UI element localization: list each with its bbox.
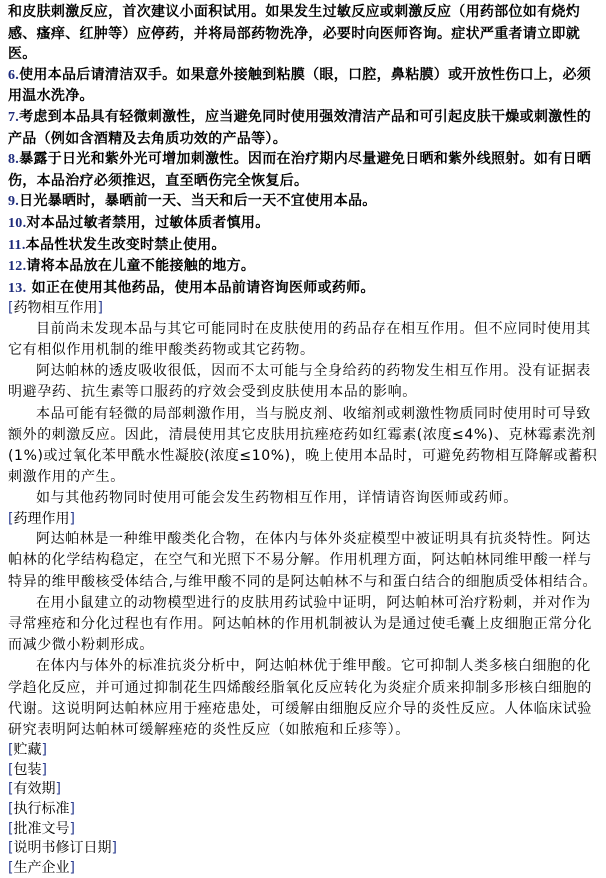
item-text: 日光暴晒时，暴晒前一天、当天和后一天不宜使用本品。 — [19, 193, 377, 210]
paragraph: 在体内与体外的标准抗炎分析中，阿达帕林优于维甲酸。它可抑制人类多核白细胞的化学趋化反应，并可通过抑制花生四烯酸经脂氧化反应转化为炎症介质来抑制多形核白细胞的代谢。这说明阿达帕林应用于痤疮患处，可缓解由细胞反应介导的炎性反应。人体临床试验研究表明阿达帕林可缓解痤疮的炎性反应（如脓疱和丘疹等）。 — [8, 658, 592, 738]
section-heading-standard: [执行标准] — [8, 800, 75, 817]
section-heading: [药物相互作用] — [8, 300, 103, 317]
precaution-item — [8, 65, 598, 107]
section-heading: [药理作用] — [8, 510, 75, 527]
paragraph: 本品可能有轻微的局部刺激作用，当与脱皮剂、收缩剂或刺激性物质同时使用时可导致额外的刺激反应。因此，清晨使用其它皮肤用抗痤疮药如红霉素(浓度≤4%)、克林霉素洗剂(1%)或过氧化苯甲酰水性凝胶(浓度≤10%)，晚上使用本品时，可避免药物相互降解或蓄积刺激作用的产生。 — [8, 405, 598, 486]
precaution-item — [8, 2, 598, 65]
section-heading-packaging: [包装] — [8, 761, 47, 778]
item-number: 11. — [8, 237, 26, 253]
item-text: 考虑到本品具有轻微刺激性，应当避免同时使用强效清洁产品和可引起皮肤干燥或刺激性的产品（例如含酒精及去角质功效的产品等）。 — [8, 108, 592, 147]
section-title: 贮藏 — [13, 742, 42, 759]
paragraph: 如与其他药物同时使用可能会发生药物相互作用，详情请咨询医师或药师。 — [36, 490, 518, 507]
item-text: 暴露于日光和紫外光可增加刺激性。因而在治疗期内尽量避免日晒和紫外线照射。如有日晒伤，本品治疗必须推迟，直至晒伤完全恢复后。 — [8, 151, 592, 189]
pharmacology-section — [8, 510, 598, 742]
item-number: 6. — [8, 67, 20, 83]
item-number: 9. — [8, 194, 20, 210]
precaution-item — [8, 107, 598, 149]
item-text: 使用本品后请清洁双手。如果意外接触到粘膜（眼，口腔，鼻粘膜）或开放性伤口上，必须用温水洗净。 — [8, 66, 592, 105]
section-heading-manufacturer: [生产企业] — [8, 859, 75, 876]
paragraph: 在用小鼠建立的动物模型进行的皮肤用药试验中证明，阿达帕林可治疗粉刺，并对作为寻常痤疮和分化过程也有作用。阿达帕林的作用机制被认为是通过使毛囊上皮细胞正常分化而减少微小粉刺形成。 — [8, 594, 592, 654]
section-title: 药理作用 — [13, 510, 70, 527]
item-text: 和皮肤刺激反应，首次建议小面积试用。如果发生过敏反应或刺激反应（用药部位如有烧灼感、瘙痒、红肿等）应停药，并将局部药物洗净，必要时向医师咨询。症状严重者请立即就医。 — [8, 4, 580, 63]
section-heading-expiry: [有效期] — [8, 781, 61, 798]
section-title: 包装 — [13, 761, 42, 778]
precaution-item — [8, 149, 598, 191]
item-number: 7. — [8, 109, 20, 125]
precaution-item — [8, 235, 598, 257]
precaution-item — [8, 191, 598, 213]
item-number: 8. — [8, 152, 20, 168]
interactions-section — [8, 299, 598, 509]
precaution-item — [8, 256, 598, 278]
precaution-item — [8, 213, 598, 235]
item-text: 对本品过敏者禁用，过敏体质者慎用。 — [26, 214, 270, 231]
paragraph: 目前尚未发现本品与其它可能同时在皮肤使用的药品存在相互作用。但不应同时使用其它有相似作用机制的维甲酸类药物或其它药物。 — [8, 320, 591, 359]
section-title: 有效期 — [13, 781, 56, 798]
item-text: 本品性状发生改变时禁止使用。 — [25, 236, 226, 253]
paragraph: 阿达帕林是一种维甲酸类化合物，在体内与体外炎症模型中被证明具有抗炎特性。阿达帕林的化学结构稳定，在空气和光照下不易分解。作用机理方面，阿达帕林同维甲酸一样与特异的维甲酸核受体结合,与维甲酸不同的是阿达帕林不与和蛋白结合的细胞质受体相结合。 — [8, 531, 598, 590]
item-number: 13. — [8, 280, 27, 296]
section-title: 批准文号 — [13, 820, 70, 837]
section-heading-storage: [贮藏] — [8, 742, 47, 759]
item-number: 12. — [8, 259, 27, 275]
section-title: 生产企业 — [13, 859, 70, 876]
precautions-continued — [8, 2, 598, 299]
precaution-item — [8, 278, 598, 300]
section-heading-approval-number: [批准文号] — [8, 820, 75, 837]
paragraph: 阿达帕林的透皮吸收很低，因而不太可能与全身给药的药物发生相互作用。没有证据表明避孕药、抗生素等口服药的疗效会受到皮肤使用本品的影响。 — [8, 363, 591, 401]
item-text: 请将本品放在儿童不能接触的地方。 — [26, 258, 256, 275]
section-heading-revision-date: [说明书修订日期] — [8, 840, 117, 857]
section-title: 药物相互作用 — [13, 300, 98, 317]
empty-sections — [8, 741, 598, 878]
section-title: 说明书修订日期 — [13, 840, 112, 857]
section-title: 执行标准 — [13, 800, 70, 817]
item-text: 如正在使用其他药品，使用本品前请咨询医师或药师。 — [26, 279, 375, 296]
item-number: 10. — [8, 215, 27, 231]
